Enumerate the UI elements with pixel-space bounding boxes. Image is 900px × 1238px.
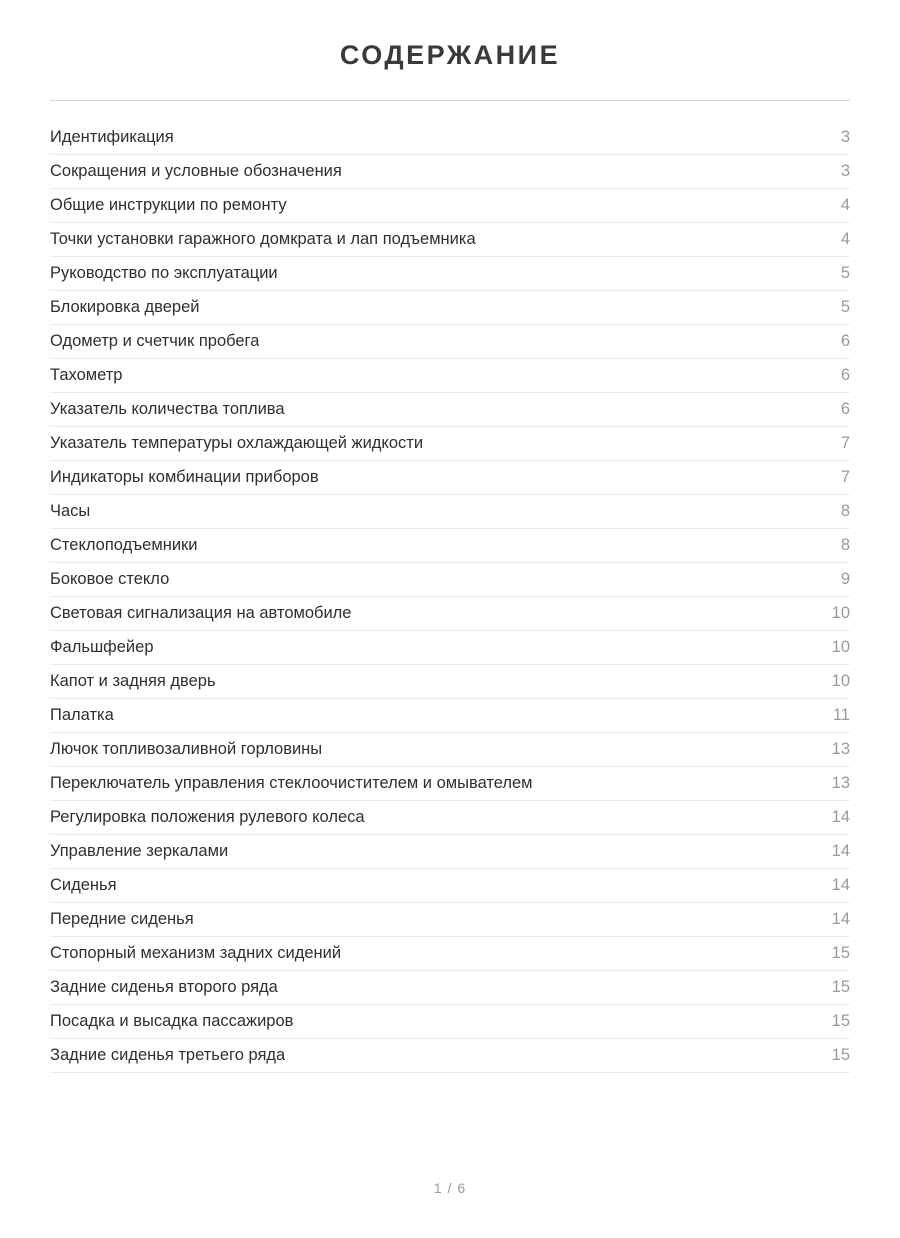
toc-entry-title: Посадка и высадка пассажиров — [50, 1012, 294, 1030]
toc-row — [50, 563, 850, 597]
toc-entry-page: 5 — [840, 264, 850, 282]
toc-row — [50, 835, 850, 869]
toc-entry-page: 9 — [840, 570, 850, 588]
toc-entry-title: Сокращения и условные обозначения — [50, 162, 342, 180]
toc-row — [50, 1005, 850, 1039]
toc-row — [50, 189, 850, 223]
toc-entry-title: Одометр и счетчик пробега — [50, 332, 260, 350]
toc-row — [50, 121, 850, 155]
toc-row — [50, 325, 850, 359]
toc-entry-page: 13 — [831, 774, 850, 792]
toc-entry-title: Световая сигнализация на автомобиле — [50, 604, 352, 622]
toc-entry-page: 15 — [831, 1012, 850, 1030]
toc-entry-title: Боковое стекло — [50, 570, 170, 588]
toc-row — [50, 767, 850, 801]
toc-entry-page: 4 — [840, 230, 850, 248]
toc-row — [50, 699, 850, 733]
toc-entry-page: 15 — [831, 978, 850, 996]
toc-entry-title: Лючок топливозаливной горловины — [50, 740, 323, 758]
toc-entry-title: Стопорный механизм задних сидений — [50, 944, 342, 962]
toc-row — [50, 495, 850, 529]
toc-row — [50, 155, 850, 189]
toc-row — [50, 597, 850, 631]
toc-entry-page: 8 — [840, 502, 850, 520]
toc-entry-page: 11 — [832, 706, 850, 724]
toc-entry-page: 14 — [831, 842, 850, 860]
toc-entry-title: Тахометр — [50, 366, 123, 384]
toc-entry-title: Фальшфейер — [50, 638, 154, 656]
toc-entry-page: 14 — [831, 808, 850, 826]
toc-entry-page: 4 — [840, 196, 850, 214]
toc-entry-title: Указатель температуры охлаждающей жидкости — [50, 434, 424, 452]
toc-entry-title: Управление зеркалами — [50, 842, 229, 860]
toc-row — [50, 801, 850, 835]
toc-row — [50, 291, 850, 325]
toc-row — [50, 1039, 850, 1073]
toc-entry-page: 14 — [831, 876, 850, 894]
toc-entry-page: 10 — [831, 638, 850, 656]
toc-entry-title: Переключатель управления стеклоочистителем и омывателем — [50, 774, 533, 792]
toc-entry-page: 14 — [831, 910, 850, 928]
toc-row — [50, 393, 850, 427]
toc-row — [50, 257, 850, 291]
toc-row — [50, 869, 850, 903]
document-page — [0, 38, 900, 1238]
toc-entry-page: 15 — [831, 944, 850, 962]
toc-entry-page: 6 — [840, 332, 850, 350]
toc-row — [50, 903, 850, 937]
toc-entry-page: 6 — [840, 400, 850, 418]
toc-entry-page: 3 — [840, 162, 850, 180]
toc-entry-title: Блокировка дверей — [50, 298, 200, 316]
toc-entry-page: 13 — [831, 740, 850, 758]
toc-entry-page: 10 — [831, 604, 850, 622]
toc-row — [50, 359, 850, 393]
toc-entry-page: 7 — [840, 434, 850, 452]
toc-entry-page: 3 — [840, 128, 850, 146]
toc-entry-title: Сиденья — [50, 876, 117, 894]
toc-entry-title: Идентификация — [50, 128, 174, 146]
toc-entry-title: Общие инструкции по ремонту — [50, 196, 287, 214]
toc-entry-title: Индикаторы комбинации приборов — [50, 468, 319, 486]
toc-row — [50, 461, 850, 495]
page-indicator: 1 / 6 — [433, 1180, 467, 1196]
toc-row — [50, 733, 850, 767]
toc-entry-page: 8 — [840, 536, 850, 554]
toc-entry-page: 10 — [831, 672, 850, 690]
toc-entry-title: Задние сиденья второго ряда — [50, 978, 278, 996]
toc-row — [50, 937, 850, 971]
toc-row — [50, 529, 850, 563]
toc-entry-title: Стеклоподъемники — [50, 536, 198, 554]
toc-entry-title: Регулировка положения рулевого колеса — [50, 808, 365, 826]
page-title: СОДЕРЖАНИЕ — [339, 40, 561, 70]
toc-row — [50, 427, 850, 461]
toc-entry-title: Капот и задняя дверь — [50, 672, 216, 690]
toc-list — [50, 121, 850, 1073]
toc-entry-title: Палатка — [50, 706, 114, 724]
divider — [50, 100, 850, 101]
toc-entry-title: Передние сиденья — [50, 910, 194, 928]
toc-entry-page: 7 — [840, 468, 850, 486]
toc-entry-page: 5 — [840, 298, 850, 316]
toc-row — [50, 665, 850, 699]
toc-entry-title: Точки установки гаражного домкрата и лап подъемника — [50, 230, 476, 248]
toc-entry-title: Руководство по эксплуатации — [50, 264, 278, 282]
toc-entry-page: 6 — [840, 366, 850, 384]
toc-row — [50, 223, 850, 257]
toc-entry-page: 15 — [831, 1046, 850, 1064]
toc-entry-title: Указатель количества топлива — [50, 400, 285, 418]
toc-entry-title: Задние сиденья третьего ряда — [50, 1046, 286, 1064]
toc-row — [50, 971, 850, 1005]
toc-row — [50, 631, 850, 665]
toc-entry-title: Часы — [50, 502, 91, 520]
